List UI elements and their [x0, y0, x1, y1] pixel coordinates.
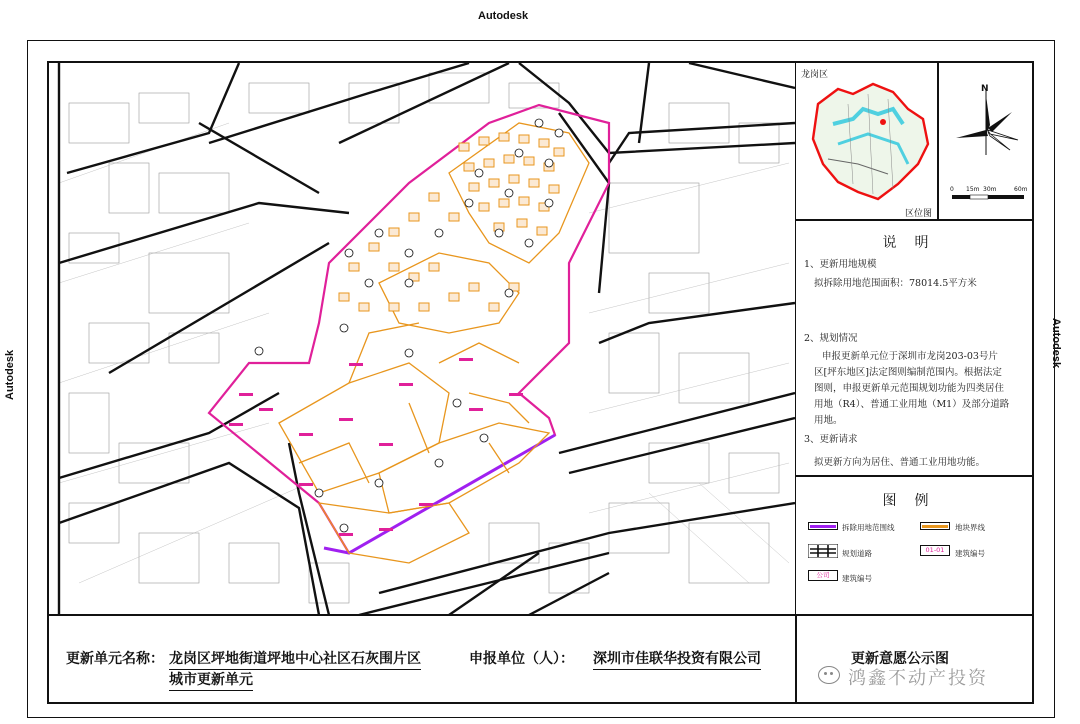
- title-block-divider: [47, 614, 1034, 616]
- legend-title: 图例: [882, 493, 947, 509]
- unit-name-value-line1: 龙岗区坪地街道坪地中心社区石灰围片区: [169, 648, 421, 670]
- scale-tick-0: 0: [950, 186, 954, 193]
- autodesk-watermark-left: Autodesk: [4, 349, 16, 400]
- legend-sample-company: 公司: [816, 571, 830, 579]
- notes-title: 说明: [882, 235, 947, 251]
- scale-bar: [952, 193, 1028, 201]
- legend-swatch-road: [808, 544, 838, 558]
- scale-tick-15: 15m: [966, 186, 980, 193]
- note-line-3: 2、规划情况: [804, 333, 858, 344]
- note-line-8: 用地。: [814, 415, 843, 426]
- applicant-label: 申报单位（人）：: [469, 651, 574, 667]
- note-line-4: 申报更新单元位于深圳市龙岗203-03号片: [822, 351, 998, 362]
- legend-swatch-company: [808, 570, 838, 581]
- inset-location-map: [798, 64, 936, 218]
- legend-label-building-code: 建筑编号: [955, 549, 985, 558]
- legend-label-road: 规划道路: [842, 549, 872, 558]
- legend-label-demolition: 拆除用地范围线: [842, 523, 895, 532]
- inset-district-label: 龙岗区: [801, 70, 829, 80]
- legend-swatch-demolition: [808, 522, 838, 530]
- autodesk-watermark-right: Autodesk: [1050, 318, 1062, 369]
- note-line-7: 用地（R4）、普通工业用地（M1）及部分道路: [814, 399, 1010, 410]
- title-block-vdivider: [795, 614, 797, 704]
- wechat-icon: [818, 666, 840, 684]
- legend-label-parcel: 地块界线: [955, 523, 985, 532]
- note-line-6: 图则，申报更新单元范围规划功能为四类居住: [814, 383, 1005, 394]
- note-line-2: 拟拆除用地范围面积：78014.5平方米: [814, 278, 977, 289]
- scale-tick-30: 30m: [983, 186, 997, 193]
- legend-label-company: 建筑编号: [842, 574, 872, 583]
- brand-watermark: 鸿鑫不动产投资: [848, 668, 988, 689]
- legend-swatch-parcel: [920, 522, 950, 530]
- north-label: N: [981, 84, 989, 94]
- legend-sample-building-code: 01-01: [925, 546, 945, 554]
- note-line-10: 拟更新方向为居住、普通工业用地功能。: [814, 457, 986, 468]
- autodesk-watermark-top: Autodesk: [478, 10, 529, 22]
- applicant-value: 深圳市佳联华投资有限公司: [593, 648, 761, 670]
- scale-tick-60: 60m: [1014, 186, 1028, 193]
- drawing-title: 更新意愿公示图: [851, 651, 949, 667]
- unit-name-label: 更新单元名称：: [66, 651, 164, 667]
- site-map: [49, 63, 795, 615]
- note-line-1: 1、更新用地规模: [804, 259, 877, 270]
- note-line-9: 3、更新请求: [804, 434, 858, 445]
- unit-name-value-line2: 城市更新单元: [169, 669, 253, 691]
- inset-caption: 区位图: [905, 209, 933, 219]
- legend-swatch-building-code: [920, 545, 950, 556]
- note-line-5: 区[坪东地区]法定图则编制范围内。根据法定: [814, 367, 1002, 378]
